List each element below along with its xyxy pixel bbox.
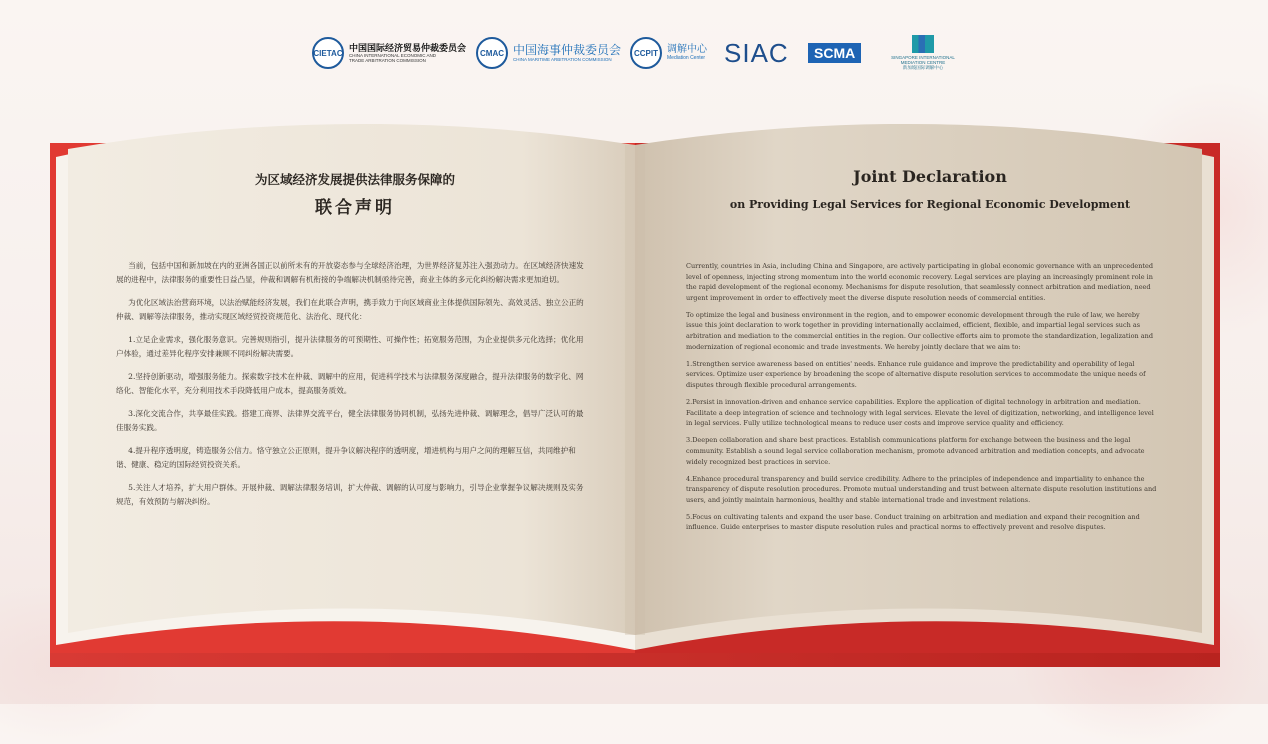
cn-paragraph: 3.深化交流合作，共享最佳实践。搭建工商界、法律界交流平台，健全法律服务协同机制，弘扬先进仲裁、调解理念，倡导广泛认可的最佳服务实践。 — [116, 409, 584, 432]
en-paragraph: Currently, countries in Asia, including China and Singapore, are actively participating in global economic governance with an unprecedented level of openness, injecting strong momentum into the world economic recovery. Legal services are playing an increasingly prominent role in the rapid development of the regional economy. Mechanisms for dispute resolution, that seamlessly connect arbitration and mediation, need urgent improvement in order to effectively meet the diverse dispute resolution needs of commercial entities. — [686, 262, 1154, 302]
cmac-emblem-icon — [476, 37, 508, 69]
open-book — [50, 105, 1220, 670]
simc-logo — [888, 30, 958, 76]
cmac-en-name: CHINA MARITIME ARBITRATION COMMISSION — [513, 57, 612, 63]
cmac-cn-name: 中国海事仲裁委员会 — [513, 42, 622, 57]
ccpit-en-name: Mediation Center — [667, 54, 706, 61]
cietac-en-name-1: CHINA INTERNATIONAL ECONOMIC AND — [349, 53, 437, 58]
ccpit-logo — [630, 30, 707, 76]
en-paragraph: 3.Deepen collaboration and share best practices. Establish communications platform for exchange between the business and the legal community. Establish a sound legal service collaboration mechanism, promote advanced arbitration and mediation concepts, and advocate widely recognized best practices in service. — [686, 436, 1145, 466]
simc-mark-icon — [912, 35, 934, 53]
en-paragraph: 2.Persist in innovation-driven and enhance service capabilities. Explore the application of digital technology in arbitration and mediation. Facilitate a deep integration of science and technology with legal services. Elevate the level of digitization, networking, and intelligence level in legal services. Fully utilize technological means to reduce user costs and improve service quality and efficiency. — [686, 398, 1154, 428]
cmac-logo — [476, 30, 621, 76]
cn-body — [116, 259, 590, 518]
ccpit-emblem-icon — [630, 37, 662, 69]
cietac-logo — [312, 30, 466, 76]
cietac-abbr: CIETAC — [313, 48, 343, 58]
cn-title-line2: 联合声明 — [315, 198, 395, 218]
en-paragraph: 5.Focus on cultivating talents and expand the user base. Conduct training on arbitration and mediation and expand their recognition and influence. Guide enterprises to master dispute resolution rules and practical norms to effectively prevent and resolve disputes. — [686, 512, 1140, 532]
cn-paragraph: 2.坚持创新驱动，增强服务能力。探索数字技术在仲裁、调解中的应用，促进科学技术与法律服务深度融合，提升法律服务的数字化、网络化、智能化水平，充分利用技术手段降低用户成本，提高服务质效。 — [116, 372, 584, 395]
siac-logo — [724, 30, 789, 76]
cietac-cn-name: 中国国际经济贸易仲裁委员会 — [349, 42, 467, 53]
en-title-line2: on Providing Legal Services for Regional Economic Development — [729, 198, 1131, 211]
cn-paragraph: 5.关注人才培养，扩大用户群体。开展仲裁、调解法律服务培训，扩大仲裁、调解的认可度与影响力，引导企业掌握争议解决规则及实务规范，有效预防与解决纠纷。 — [116, 483, 584, 506]
cn-paragraph: 4.提升程序透明度，铸造服务公信力。恪守独立公正原则，提升争议解决程序的透明度，增进机构与用户之间的理解互信，共同维护和谐、健康、稳定的国际经贸投资关系。 — [116, 446, 576, 469]
cn-paragraph: 1.立足企业需求，强化服务意识。完善规则指引，提升法律服务的可预期性、可操作性；拓宽服务范围，为企业提供多元化选择；优化用户体验，通过差异化程序安排兼顾不同纠纷解决需要。 — [116, 335, 584, 358]
en-body — [686, 261, 1158, 540]
ccpit-cn-name: 调解中心 — [667, 44, 707, 56]
cietac-emblem-icon — [312, 37, 344, 69]
scma-text: SCMA — [808, 43, 861, 63]
en-title-line1: Joint Declaration — [853, 167, 1007, 186]
ccpit-abbr: CCPIT — [634, 48, 658, 58]
cn-paragraph: 当前，包括中国和新加坡在内的亚洲各国正以前所未有的开放姿态参与全球经济治理，为世界经济复苏注入强劲动力。在区域经济快速发展的进程中，法律服务的重要性日益凸显，仲裁和调解有机衔接的争端解决机制亟待完善，商业主体的多元化纠纷解决需求更加迫切。 — [116, 261, 584, 284]
cn-title-line1: 为区域经济发展提供法律服务保障的 — [254, 172, 455, 187]
scma-logo — [808, 30, 861, 76]
simc-en-name: SINGAPORE INTERNATIONAL MEDIATION CENTRE — [891, 55, 955, 65]
en-paragraph: 4.Enhance procedural transparency and build service credibility. Adhere to the principles of independence and impartiality to enhance the transparency of dispute resolution procedures. Promote mutual understanding and trust between alternate dispute resolution institutions and users, and jointly maintain harmonious, healthy and stable international trade and investment relations. — [686, 474, 1157, 504]
en-paragraph: To optimize the legal and business environment in the region, and to empower economic development through the rule of law, we hereby issue this joint declaration to work together in providing internationally acclaimed, efficient, flexible, and impartial legal services such as arbitration and mediation to the commercial entities in the region. Our collective efforts aim to promote the standardization, legalization and modernization of regional economic and trade investments. We hereby jointly declare that we aim to: — [686, 310, 1153, 351]
siac-text: SIAC — [724, 37, 789, 68]
book-spine-shadow — [625, 145, 645, 635]
en-paragraph: 1.Strengthen service awareness based on entities' needs. Enhance rule guidance and improve the predictability and operability of legal services. Optimize user experience by broadening the scope of alternative dispute resolution services to accommodate the unique needs of disputes through flexible procedural arrangements. — [686, 359, 1146, 389]
cietac-en-name-2: TRADE ARBITRATION COMMISSION — [349, 58, 426, 64]
logo-bar — [0, 30, 1268, 76]
cn-paragraph: 为优化区域法治营商环境，以法治赋能经济发展，我们在此联合声明，携手致力于向区域商业主体提供国际领先、高效灵活、独立公正的仲裁、调解等法律服务，推动实现区域经贸投资规范化、法治化、现代化： — [116, 298, 584, 321]
cmac-abbr: CMAC — [480, 48, 504, 58]
simc-cn-name: 新加坡国际调解中心 — [902, 65, 944, 70]
